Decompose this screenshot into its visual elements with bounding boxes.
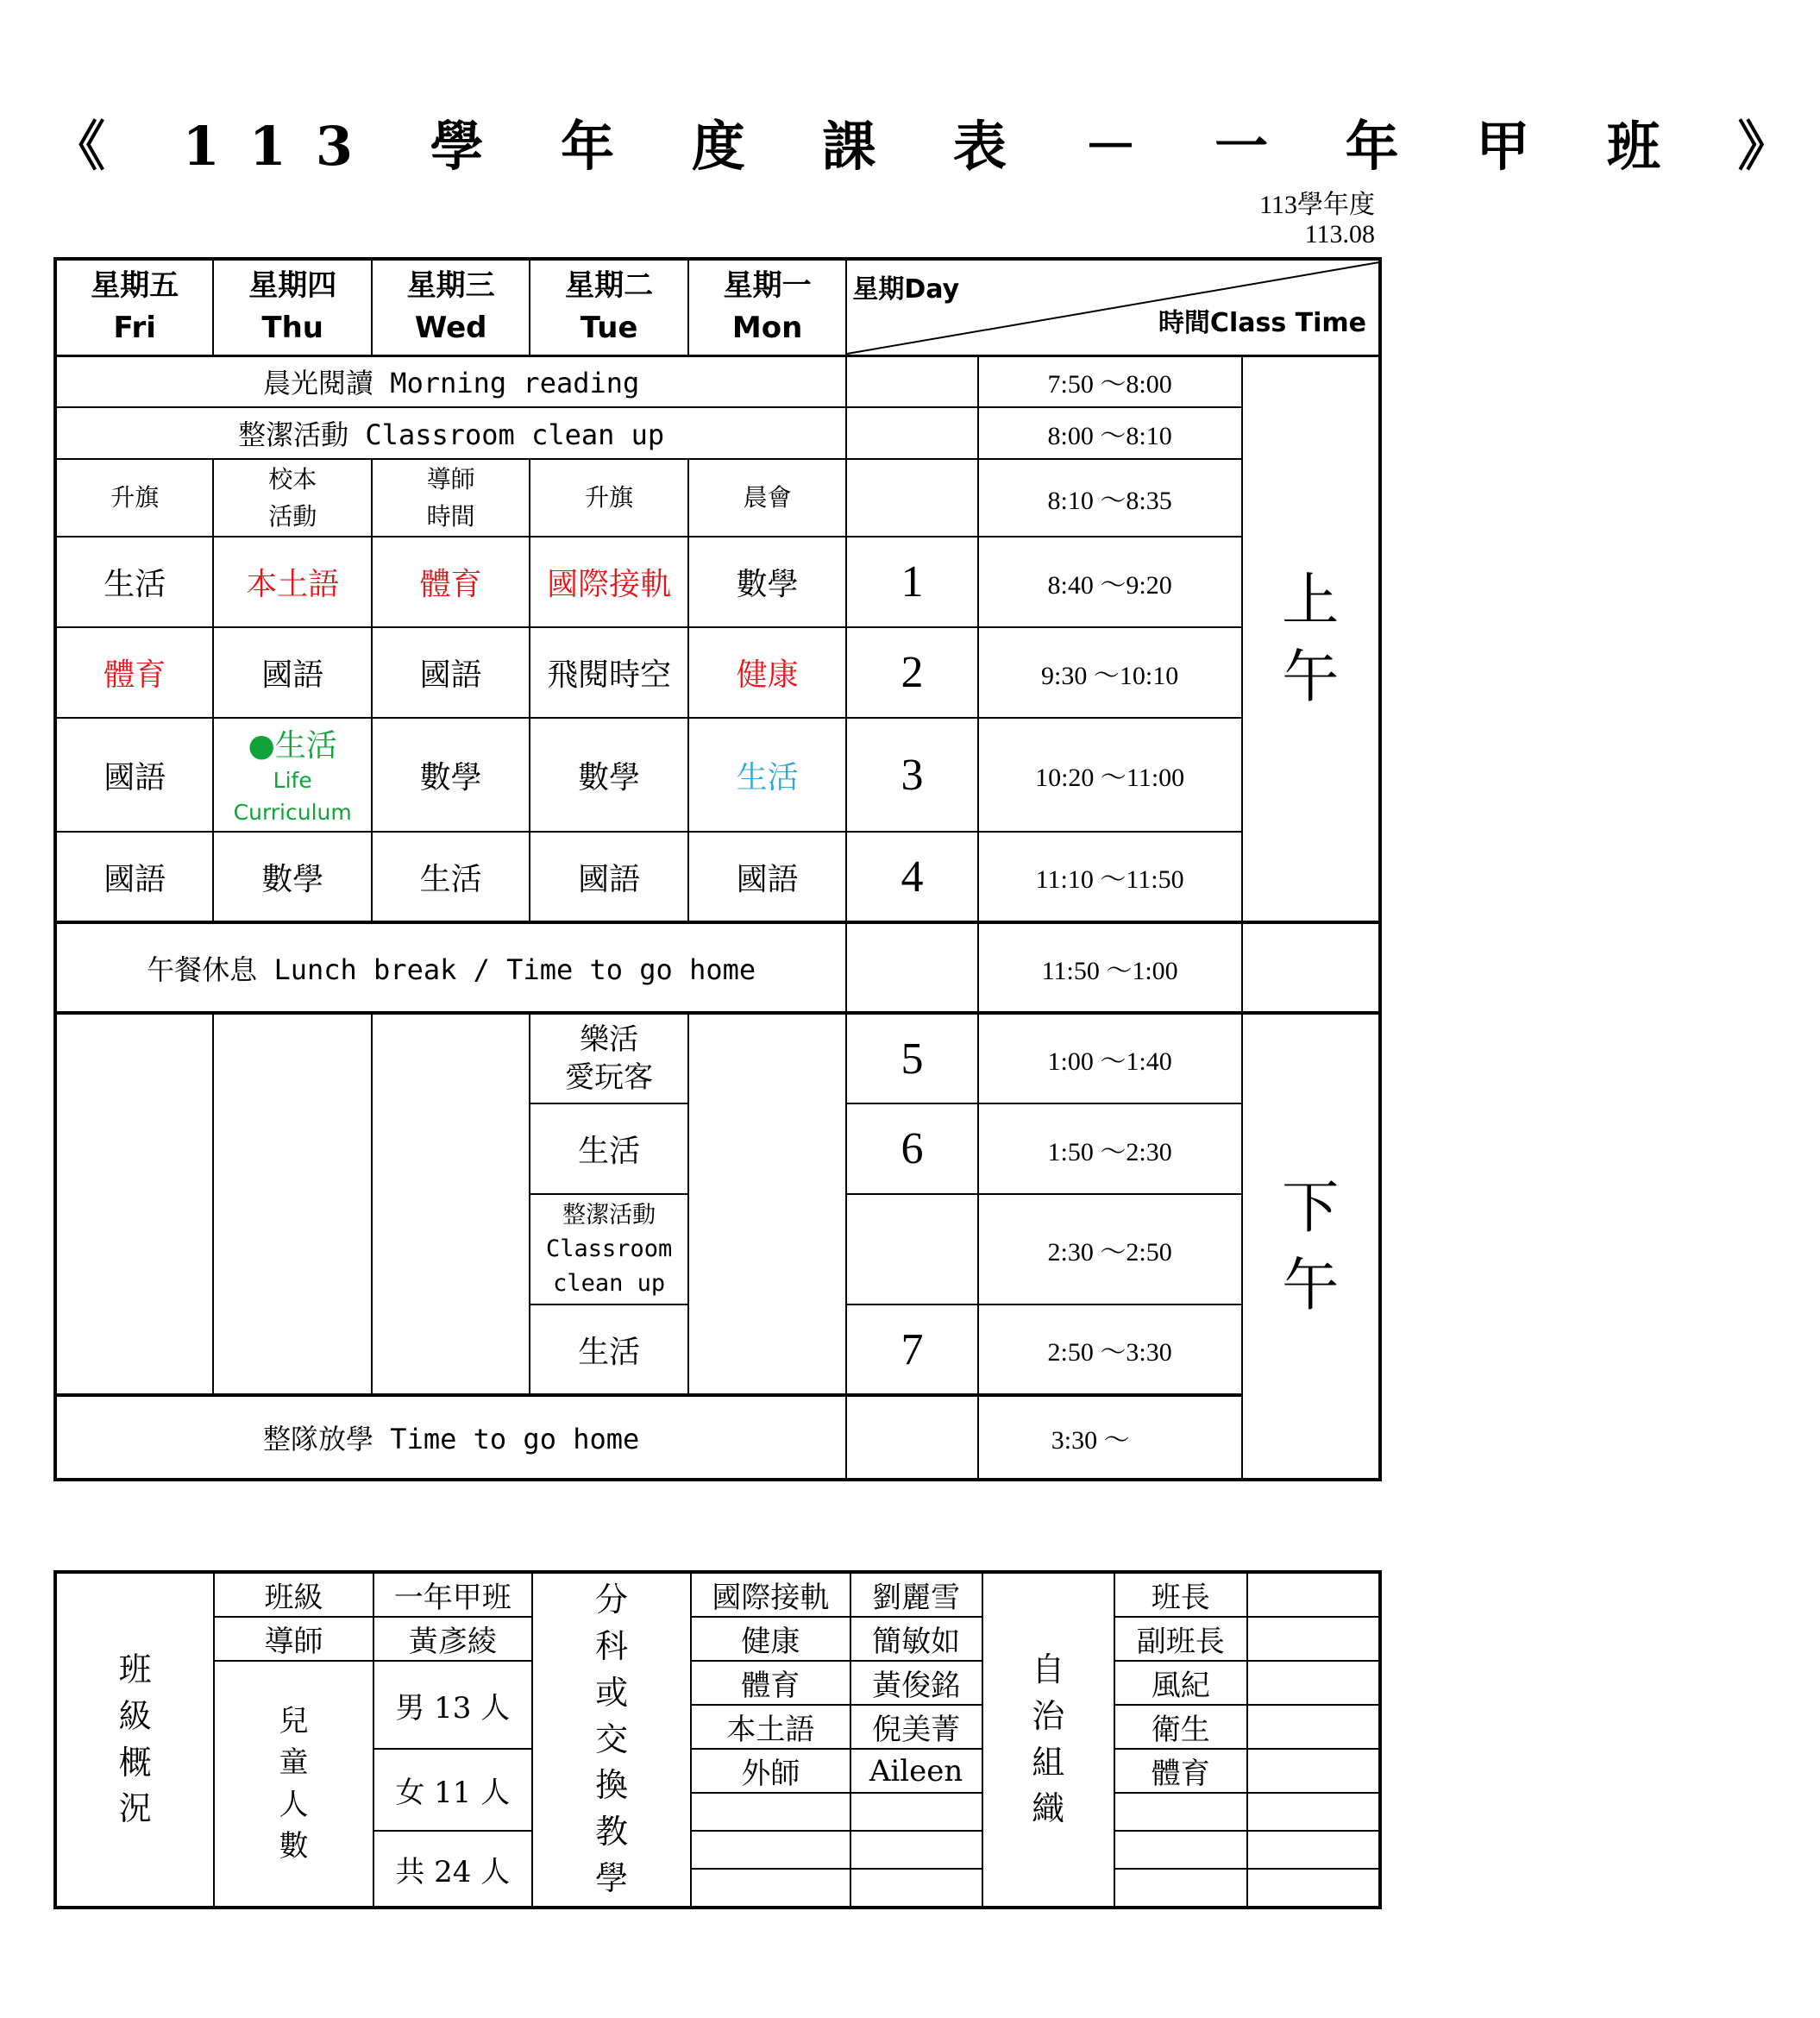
role-holder [1247, 1793, 1380, 1831]
row-lunch [55, 922, 1380, 1013]
row-morning-events [55, 459, 1380, 537]
role-holder [1247, 1749, 1380, 1793]
teacher-label: 導師 [214, 1617, 373, 1661]
time-cell: 1:50 ～2:30 [978, 1103, 1242, 1194]
subject-cell: 生活 [530, 1304, 687, 1395]
role-name: 體育 [1114, 1749, 1247, 1793]
subject-cell: 數學 [688, 537, 846, 627]
subject-cell: 生活 [530, 1103, 687, 1194]
class-value: 一年甲班 [373, 1572, 532, 1617]
period-number: 3 [846, 718, 977, 832]
morning-half-label: 上 午 [1242, 355, 1380, 922]
role-holder [1247, 1661, 1380, 1705]
morning-reading-label: 晨光閱讀 Morning reading [55, 355, 846, 407]
cleanup-tue: 整潔活動 Classroom clean up [530, 1194, 687, 1304]
subject-cell: 體育 [372, 537, 530, 627]
subject-cell: 數學 [213, 832, 371, 922]
day-time-diagonal-header [846, 259, 1380, 355]
self-government-label: 自 治 組 織 [982, 1572, 1114, 1908]
life-curriculum-title: ●生活 [248, 728, 337, 764]
role-holder [1247, 1831, 1380, 1869]
header-row [55, 259, 1380, 355]
time-cell: 7:50 ～8:00 [978, 355, 1242, 407]
subject-cell: 生活 [372, 832, 530, 922]
fun-activity-tue: 樂活 愛玩客 [530, 1013, 687, 1103]
total-count: 共 24 人 [373, 1831, 532, 1908]
page-title: 《 113 學 年 度 課 表 － 一 年 甲 班 》 [52, 115, 1820, 178]
subject-cell: 健康 [688, 627, 846, 718]
subject-cell: 國語 [530, 832, 687, 922]
role-holder [1247, 1617, 1380, 1661]
role-holder [1247, 1572, 1380, 1617]
subject-cell: 數學 [372, 718, 530, 832]
subject-teacher [850, 1831, 982, 1869]
subject-teacher: Aileen [850, 1749, 982, 1793]
role-name: 副班長 [1114, 1617, 1247, 1661]
role-name: 風紀 [1114, 1661, 1247, 1705]
subject-cell: 國語 [55, 832, 213, 922]
subject-cell: 國語 [213, 627, 371, 718]
time-cell: 2:50 ～3:30 [978, 1304, 1242, 1395]
life-curriculum-cell [213, 718, 371, 832]
row-period-2 [55, 627, 1380, 718]
subject-cell: 國際接軌 [530, 537, 687, 627]
subject-cell: 國語 [55, 718, 213, 832]
subject-name [691, 1793, 850, 1831]
time-cell: 11:10 ～11:50 [978, 832, 1242, 922]
girls-count: 女 11 人 [373, 1749, 532, 1831]
subject-name [691, 1869, 850, 1908]
info-row [55, 1661, 1380, 1705]
time-cell: 3:30 ～ [978, 1395, 1242, 1480]
period-cell [846, 355, 977, 407]
assembly-mon: 晨會 [688, 459, 846, 537]
subject-cell: 本土語 [213, 537, 371, 627]
blank-cell [1242, 922, 1380, 1013]
class-label: 班級 [214, 1572, 373, 1617]
school-year: 113學年度 [1259, 191, 1375, 219]
period-number: 6 [846, 1103, 977, 1194]
subject-teacher [850, 1793, 982, 1831]
time-cell: 8:00 ～8:10 [978, 407, 1242, 459]
day-label: 星期Day [852, 274, 960, 305]
life-curriculum-en: Life [273, 768, 312, 794]
day-header-thu: 星期四 Thu [213, 259, 371, 355]
period-number: 2 [846, 627, 977, 718]
role-name [1114, 1793, 1247, 1831]
period-number: 5 [846, 1013, 977, 1103]
time-cell: 8:10 ～8:35 [978, 459, 1242, 537]
day-header-wed: 星期三 Wed [372, 259, 530, 355]
schedule-table [53, 257, 1382, 1481]
dismissal-label: 整隊放學 Time to go home [55, 1395, 846, 1480]
time-cell: 1:00 ～1:40 [978, 1013, 1242, 1103]
period-number: 1 [846, 537, 977, 627]
time-cell: 2:30 ～2:50 [978, 1194, 1242, 1304]
version-date: 113.08 [1304, 220, 1375, 248]
afternoon-half-label: 下 午 [1242, 1013, 1380, 1480]
subject-cell: 生活 [688, 718, 846, 832]
period-cell [846, 1194, 977, 1304]
period-number: 4 [846, 832, 977, 922]
day-header-mon: 星期一 Mon [688, 259, 846, 355]
subject-cell: 國語 [372, 627, 530, 718]
class-overview-label: 班 級 概 況 [55, 1572, 214, 1908]
time-cell: 11:50 ～1:00 [978, 922, 1242, 1013]
subject-teacher: 簡敏如 [850, 1617, 982, 1661]
role-name: 班長 [1114, 1572, 1247, 1617]
role-holder [1247, 1869, 1380, 1908]
subject-teaching-label: 分 科 或 交 換 教 學 [532, 1572, 691, 1908]
time-cell: 10:20 ～11:00 [978, 718, 1242, 832]
subject-name: 外師 [691, 1749, 850, 1793]
period-cell [846, 922, 977, 1013]
subject-cell: 飛閱時空 [530, 627, 687, 718]
subject-name [691, 1831, 850, 1869]
flag-raising-tue: 升旗 [530, 459, 687, 537]
period-cell [846, 407, 977, 459]
row-period-3 [55, 718, 1380, 832]
subject-teacher [850, 1869, 982, 1908]
teacher-value: 黃彥綾 [373, 1617, 532, 1661]
cleanup-label: 整潔活動 Classroom clean up [55, 407, 846, 459]
subject-cell: 國語 [688, 832, 846, 922]
row-cleanup [55, 407, 1380, 459]
empty-afternoon-fri [55, 1013, 213, 1395]
subject-cell: 生活 [55, 537, 213, 627]
subject-name: 國際接軌 [691, 1572, 850, 1617]
boys-count: 男 13 人 [373, 1661, 532, 1749]
subject-cell: 數學 [530, 718, 687, 832]
life-curriculum-en: Curriculum [233, 799, 352, 825]
children-count-label: 兒 童 人 數 [214, 1661, 373, 1908]
homeroom-wed: 導師 時間 [372, 459, 530, 537]
row-morning-reading [55, 355, 1380, 407]
row-period-1 [55, 537, 1380, 627]
info-row [55, 1617, 1380, 1661]
info-row [55, 1572, 1380, 1617]
subject-cell: 體育 [55, 627, 213, 718]
day-header-tue: 星期二 Tue [530, 259, 687, 355]
empty-afternoon-mon [688, 1013, 846, 1395]
role-name: 衛生 [1114, 1705, 1247, 1749]
row-dismissal [55, 1395, 1380, 1480]
day-header-fri: 星期五 Fri [55, 259, 213, 355]
subject-teacher: 黃俊銘 [850, 1661, 982, 1705]
subject-name: 本土語 [691, 1705, 850, 1749]
role-holder [1247, 1705, 1380, 1749]
class-info-table [53, 1570, 1382, 1909]
period-cell [846, 459, 977, 537]
time-cell: 9:30 ～10:10 [978, 627, 1242, 718]
subject-name: 健康 [691, 1617, 850, 1661]
period-cell [846, 1395, 977, 1480]
school-activity-thu: 校本 活動 [213, 459, 371, 537]
flag-raising-fri: 升旗 [55, 459, 213, 537]
subject-teacher: 倪美菁 [850, 1705, 982, 1749]
empty-afternoon-wed [372, 1013, 530, 1395]
role-name [1114, 1831, 1247, 1869]
role-name [1114, 1869, 1247, 1908]
time-label: 時間Class Time [1158, 308, 1366, 338]
subject-name: 體育 [691, 1661, 850, 1705]
row-period-4 [55, 832, 1380, 922]
subject-teacher: 劉麗雪 [850, 1572, 982, 1617]
empty-afternoon-thu [213, 1013, 371, 1395]
period-number: 7 [846, 1304, 977, 1395]
lunch-label: 午餐休息 Lunch break / Time to go home [55, 922, 846, 1013]
row-period-5 [55, 1013, 1380, 1103]
time-cell: 8:40 ～9:20 [978, 537, 1242, 627]
